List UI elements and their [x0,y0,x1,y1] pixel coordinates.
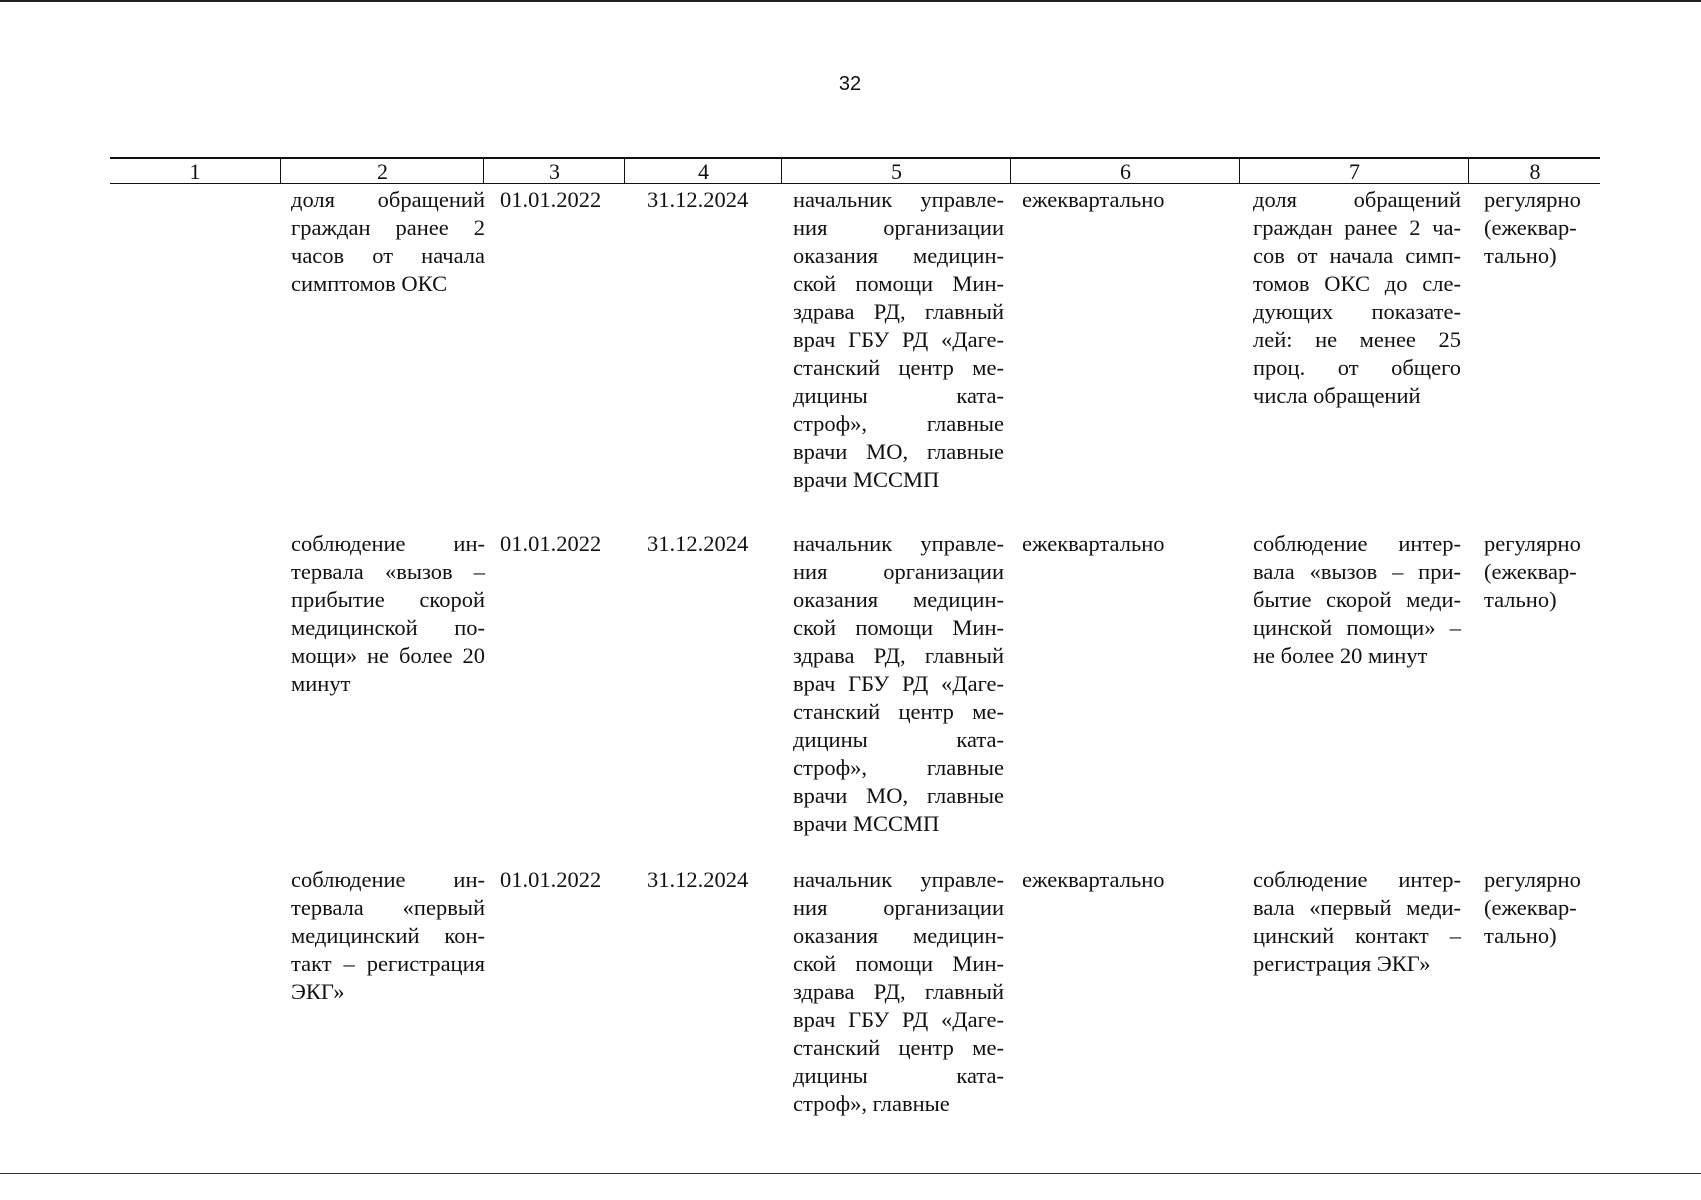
text-line: медицинской по- [291,615,485,640]
text-line: станский центр ме- [793,1035,1004,1060]
text-line: здрава РД, главный [793,979,1004,1004]
text-line: цинский контакт – [1253,923,1461,948]
text-line: сов от начала симп- [1253,243,1461,268]
text-line: числа обращений [1253,383,1421,408]
text-line: прибытие скорой [291,587,485,612]
column-header-5: 5 [781,157,1011,184]
text-line: вала «первый меди- [1253,895,1461,920]
text-line: ской помощи Мин- [793,615,1004,640]
text-line: регулярно [1484,531,1581,556]
text-line: дицины ката- [793,383,1004,408]
text-line: ния организации [793,895,1004,920]
text-line: дующих показате- [1253,299,1461,324]
scan-top-border [0,0,1701,2]
column-header-7: 7 [1239,157,1469,184]
text-line: дицины ката- [793,727,1004,752]
text-line: соблюдение интер- [1253,867,1461,892]
row-2-indicator-cell [291,530,485,698]
row-1-control-cell [1484,186,1594,270]
text-line: соблюдение ин- [291,531,485,556]
row-1-frequency-cell: ежеквартально [1022,187,1165,212]
text-line: здрава РД, главный [793,299,1004,324]
row-2-control-cell [1484,530,1594,614]
column-header-6: 6 [1010,157,1240,184]
text-line: часов от начала [291,243,485,268]
text-line: медицинский кон- [291,923,485,948]
text-line: врач ГБУ РД «Даге- [793,1007,1004,1032]
text-line: оказания медицин- [793,243,1004,268]
page-bottom-rule [0,1173,1701,1174]
text-line: врачи МССМП [793,467,940,492]
text-line: регулярно [1484,187,1581,212]
column-header-1: 1 [189,159,201,184]
text-line: такт – регистрация [291,951,485,976]
text-line: оказания медицин- [793,923,1004,948]
text-line: ния организации [793,559,1004,584]
text-line: не более 20 минут [1253,643,1428,668]
text-line: ЭКГ» [291,979,345,1004]
text-line: симптомов ОКС [291,271,448,296]
text-line: ской помощи Мин- [793,271,1004,296]
text-line: врач ГБУ РД «Даге- [793,327,1004,352]
text-line: строф», главные [793,411,1004,436]
text-line: тервала «вызов – [291,559,485,584]
row-1-indicator-cell [291,186,485,298]
text-line: соблюдение интер- [1253,531,1461,556]
row-2-responsible-cell [793,530,1004,838]
text-line: тервала «первый [291,895,485,920]
text-line: (ежеквар- [1484,895,1577,920]
column-header-4: 4 [624,157,782,184]
row-1-responsible-cell [793,186,1004,494]
row-2-end-date-cell: 31.12.2024 [647,531,749,556]
row-3-indicator-cell [291,866,485,1006]
table-header [110,157,1600,184]
text-line: тально) [1484,243,1557,268]
text-line: мощи» не более 20 [291,643,485,668]
row-1-result-cell [1253,186,1461,410]
row-1-end-date-cell: 31.12.2024 [647,187,749,212]
row-3-end-date-cell: 31.12.2024 [647,867,749,892]
column-header-3: 3 [483,157,625,184]
column-header-2: 2 [280,157,484,184]
text-line: начальник управле- [793,867,1004,892]
text-line: бытие скорой меди- [1253,587,1461,612]
text-line: регистрация ЭКГ» [1253,951,1431,976]
text-line: доля обращений [1253,187,1461,212]
text-line: начальник управле- [793,187,1004,212]
row-3-frequency-cell: ежеквартально [1022,867,1165,892]
row-2-result-cell [1253,530,1461,670]
text-line: регулярно [1484,867,1581,892]
row-2-start-date-cell: 01.01.2022 [500,531,602,556]
text-line: граждан ранее 2 [291,215,485,240]
text-line: здрава РД, главный [793,643,1004,668]
text-line: врачи МО, главные [793,439,1004,464]
text-line: ния организации [793,215,1004,240]
text-line: строф», главные [793,1091,950,1116]
text-line: (ежеквар- [1484,215,1577,240]
column-header-8: 8 [1468,157,1601,184]
text-line: тально) [1484,923,1557,948]
row-3-control-cell [1484,866,1594,950]
text-line: соблюдение ин- [291,867,485,892]
text-line: станский центр ме- [793,355,1004,380]
text-line: вала «вызов – при- [1253,559,1461,584]
row-3-responsible-cell [793,866,1004,1118]
text-line: дицины ката- [793,1063,1004,1088]
text-line: тально) [1484,587,1557,612]
text-line: станский центр ме- [793,699,1004,724]
row-3-start-date-cell: 01.01.2022 [500,867,602,892]
text-line: врачи МО, главные [793,783,1004,808]
text-line: ской помощи Мин- [793,951,1004,976]
text-line: лей: не менее 25 [1253,327,1461,352]
text-line: врач ГБУ РД «Даге- [793,671,1004,696]
text-line: проц. от общего [1253,355,1461,380]
row-3-result-cell [1253,866,1461,978]
text-line: цинской помощи» – [1253,615,1461,640]
page-number: 32 [838,73,862,95]
text-line: начальник управле- [793,531,1004,556]
text-line: врачи МССМП [793,811,940,836]
text-line: (ежеквар- [1484,559,1577,584]
text-line: граждан ранее 2 ча- [1253,215,1461,240]
row-1-start-date-cell: 01.01.2022 [500,187,602,212]
text-line: минут [291,671,351,696]
text-line: доля обращений [291,187,485,212]
row-2-frequency-cell: ежеквартально [1022,531,1165,556]
text-line: оказания медицин- [793,587,1004,612]
text-line: томов ОКС до сле- [1253,271,1461,296]
text-line: строф», главные [793,755,1004,780]
